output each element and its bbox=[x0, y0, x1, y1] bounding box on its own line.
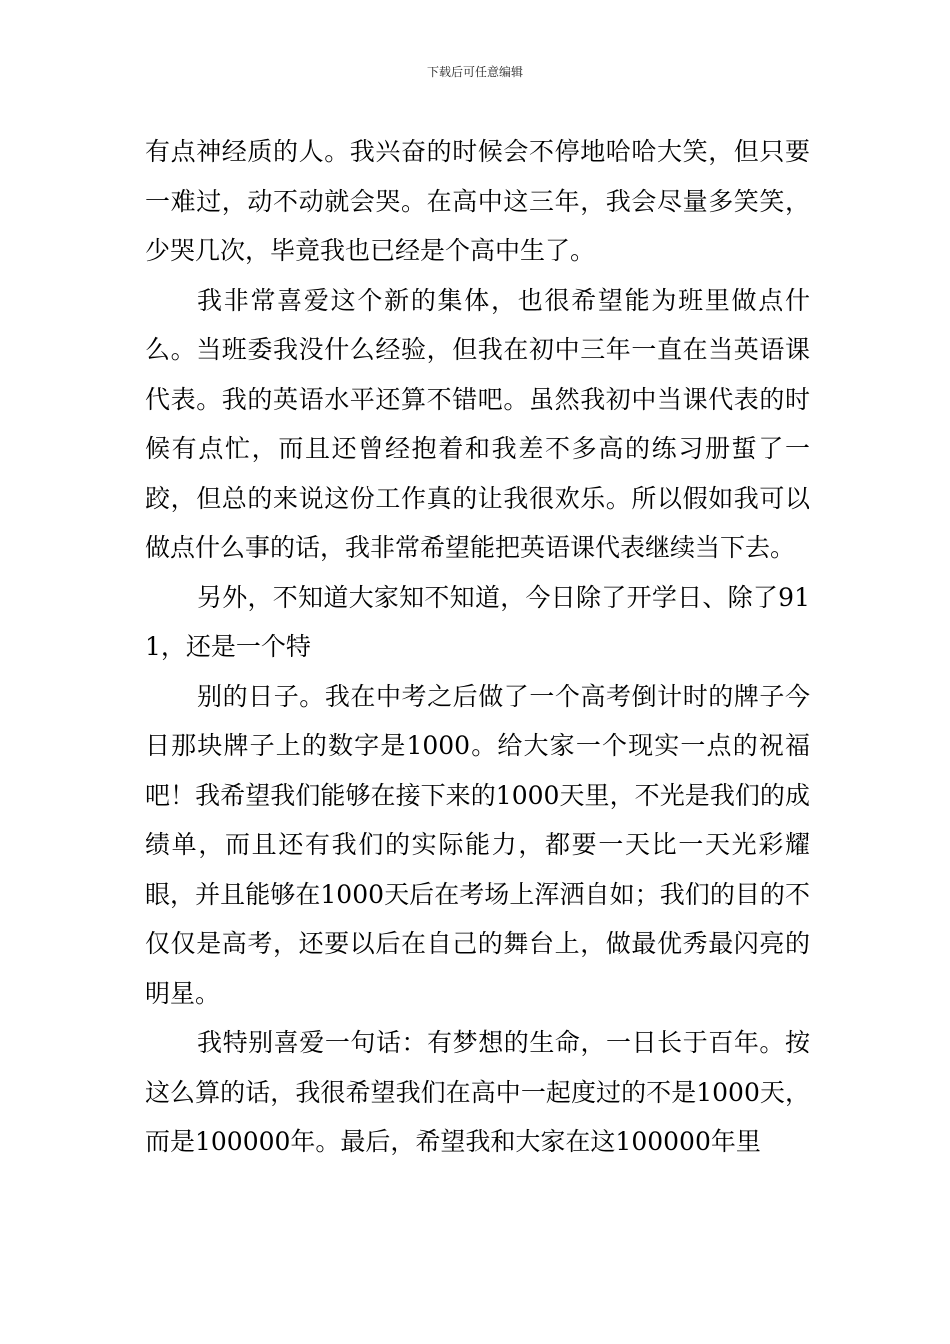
paragraph-2: 我非常喜爱这个新的集体，也很希望能为班里做点什么。当班委我没什么经验，但我在初中三年一直在当英语课代表。我的英语水平还算不错吧。虽然我初中当课代表的时候有点忙，而且还曾经抱着和我差不多高的练习册蜇了一跤，但总的来说这份工作真的让我很欢乐。所以假如我可以做点什么事的话，我非常希望能把英语课代表继续当下去。 bbox=[145, 285, 810, 562]
paragraph-3: 另外，不知道大家知不知道，今日除了开学日、除了911，还是一个特 bbox=[145, 582, 810, 661]
paragraph-5: 我特别喜爱一句话：有梦想的生命，一日长于百年。按这么算的话，我很希望我们在高中一起度过的不是1000天，而是100000年。最后，希望我和大家在这100000年里 bbox=[145, 1028, 810, 1156]
page-header: 下载后可任意编辑 bbox=[426, 65, 523, 79]
paragraph-1: 有点神经质的人。我兴奋的时候会不停地哈哈大笑，但只要一难过，动不动就会哭。在高中这三年，我会尽量多笑笑，少哭几次，毕竟我也已经是个高中生了。 bbox=[145, 137, 810, 265]
paragraph-4: 别的日子。我在中考之后做了一个高考倒计时的牌子今日那块牌子上的数字是1000。给大家一个现实一点的祝福吧！我希望我们能够在接下来的1000天里，不光是我们的成绩单，而且还有我们的实际能力，都要一天比一天光彩耀眼，并且能够在1000天后在考场上浑洒自如；我们的目的不仅仅是高考，还要以后在自己的舞台上，做最优秀最闪亮的明星。 bbox=[145, 681, 810, 1008]
document-body bbox=[145, 127, 810, 1167]
